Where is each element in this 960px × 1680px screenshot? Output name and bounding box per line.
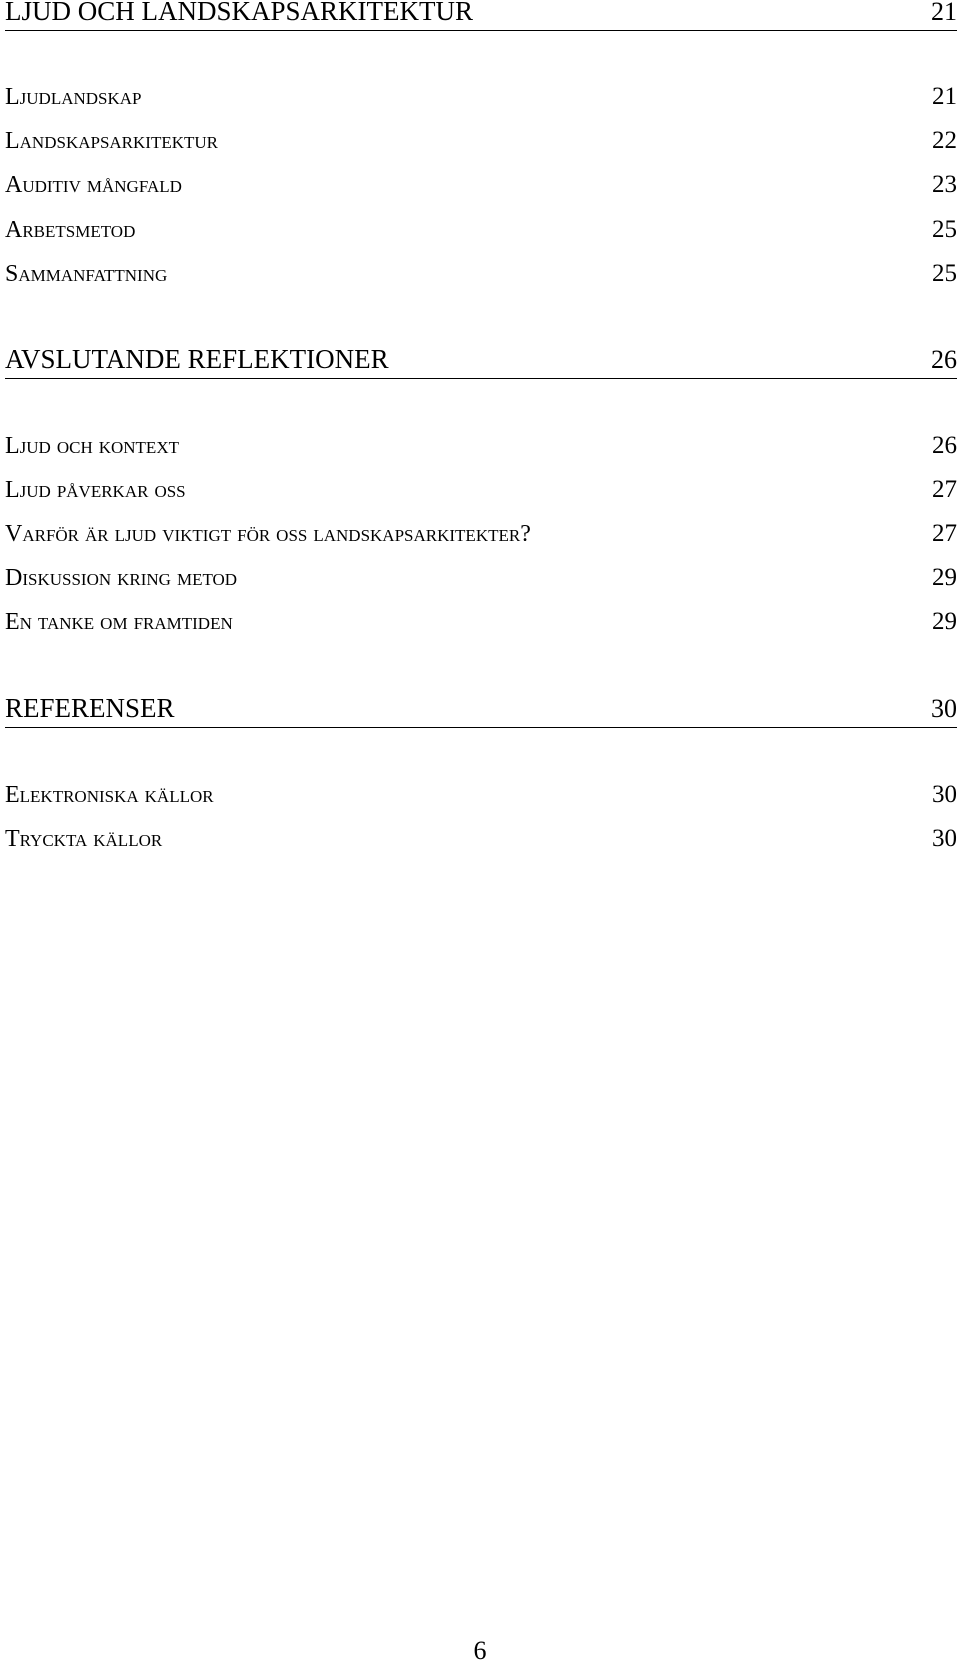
toc-item-title: Ljud och kontext xyxy=(5,433,179,459)
toc-item-landskapsarkitektur[interactable] xyxy=(5,127,957,159)
toc-heading-page: 26 xyxy=(931,345,957,374)
toc-item-diskussion-kring-metod[interactable] xyxy=(5,564,957,596)
toc-item-sammanfattning[interactable] xyxy=(5,260,957,292)
toc-heading-page: 21 xyxy=(931,0,957,26)
toc-item-elektroniska-kallor[interactable] xyxy=(5,781,957,813)
toc-item-page: 23 xyxy=(932,171,957,198)
toc-item-page: 29 xyxy=(932,608,957,635)
toc-item-page: 25 xyxy=(932,260,957,287)
toc-item-title: Elektroniska källor xyxy=(5,782,214,808)
toc-item-title: Varför är ljud viktigt för oss landskapsarkitekter? xyxy=(5,521,531,547)
toc-item-page: 27 xyxy=(932,476,957,503)
toc-item-page: 25 xyxy=(932,216,957,243)
toc-heading-title: AVSLUTANDE REFLEKTIONER xyxy=(5,344,389,374)
toc-item-title: En tanke om framtiden xyxy=(5,609,233,635)
toc-item-ljud-och-kontext[interactable] xyxy=(5,432,957,464)
toc-item-title: Ljud påverkar oss xyxy=(5,477,186,503)
toc-item-auditiv-mangfald[interactable] xyxy=(5,171,957,203)
toc-item-title: Tryckta källor xyxy=(5,826,163,852)
toc-heading-referenser[interactable] xyxy=(5,693,957,728)
toc-item-title: Auditiv mångfald xyxy=(5,172,182,198)
toc-item-title: Diskussion kring metod xyxy=(5,565,238,591)
toc-item-page: 26 xyxy=(932,432,957,459)
toc-item-title: Arbetsmetod xyxy=(5,217,136,243)
toc-item-title: Landskapsarkitektur xyxy=(5,128,219,154)
toc-item-page: 21 xyxy=(932,83,957,110)
toc-item-title: Sammanfattning xyxy=(5,261,168,287)
page-number: 6 xyxy=(473,1636,487,1665)
toc-heading-avslutande-reflektioner[interactable] xyxy=(5,344,957,379)
toc-item-ljud-paverkar-oss[interactable] xyxy=(5,476,957,508)
toc-item-en-tanke-om-framtiden[interactable] xyxy=(5,608,957,640)
toc-item-page: 30 xyxy=(932,781,957,808)
toc-item-varfor-ar-ljud-viktigt[interactable] xyxy=(5,520,957,552)
toc-heading-ljud-och-landskapsarkitektur[interactable] xyxy=(5,0,957,31)
toc-item-title: Ljudlandskap xyxy=(5,84,142,110)
toc-item-ljudlandskap[interactable] xyxy=(5,83,957,115)
toc-heading-title: LJUD OCH LANDSKAPSARKITEKTUR xyxy=(5,0,474,26)
toc-heading-title: REFERENSER xyxy=(5,693,175,723)
toc-item-page: 27 xyxy=(932,520,957,547)
toc-item-tryckta-kallor[interactable] xyxy=(5,825,957,857)
toc-heading-page: 30 xyxy=(931,694,957,723)
toc-item-page: 29 xyxy=(932,564,957,591)
toc-item-arbetsmetod[interactable] xyxy=(5,216,957,248)
toc-item-page: 30 xyxy=(932,825,957,852)
toc-item-page: 22 xyxy=(932,127,957,154)
